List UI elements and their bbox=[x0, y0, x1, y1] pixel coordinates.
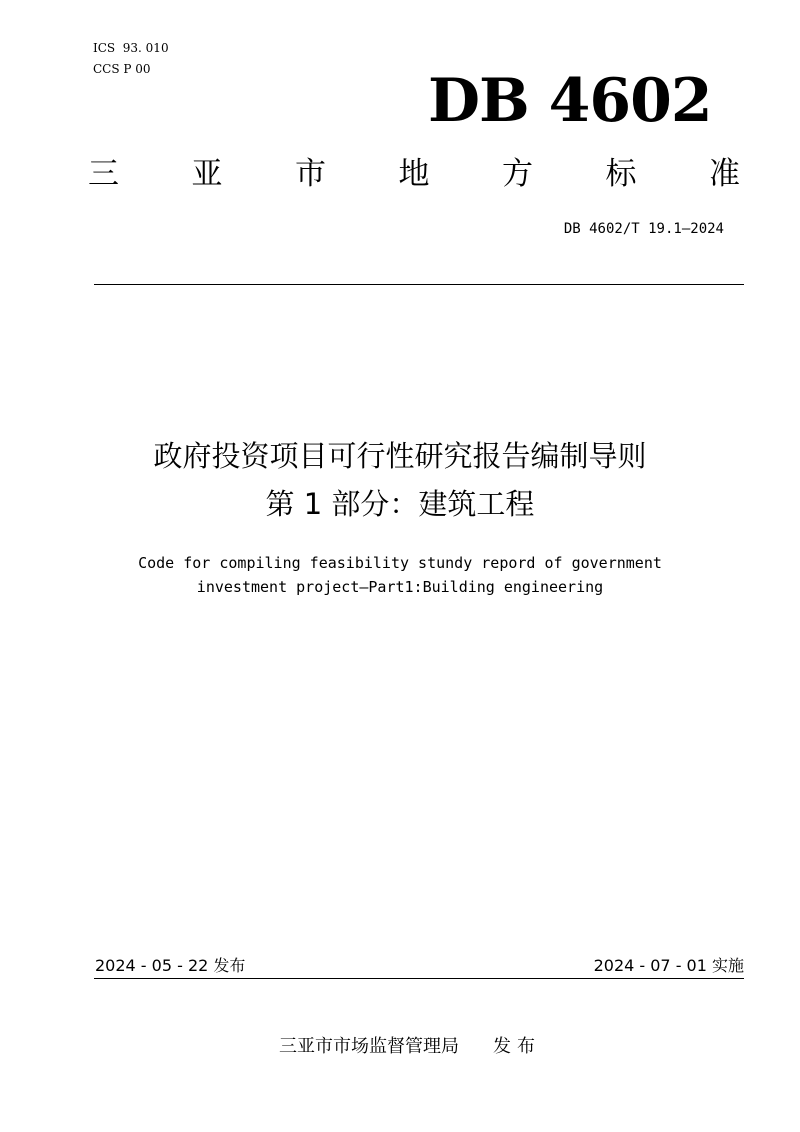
title-en-line1: Code for compiling feasibility stundy repord of government bbox=[138, 554, 662, 572]
title-cn-line2: 第 1 部分：建筑工程 bbox=[265, 487, 535, 521]
bottom-divider bbox=[94, 978, 744, 979]
publish-date: 2024 - 05 - 22 发布 bbox=[95, 956, 246, 975]
standard-type-char: 方 bbox=[502, 156, 533, 192]
standard-type-char: 准 bbox=[709, 156, 740, 192]
standard-type-char: 地 bbox=[398, 156, 430, 192]
classification-codes bbox=[93, 38, 169, 80]
ccs-code: CCS P 00 bbox=[93, 62, 151, 76]
issuer-name: 三亚市市场监督管理局 bbox=[279, 1036, 459, 1057]
standard-type-char: 市 bbox=[295, 156, 326, 192]
issuer-action: 发布 bbox=[493, 1036, 541, 1057]
issuer-line bbox=[250, 1034, 570, 1060]
title-en-line2: investment project—Part1:Building engineering bbox=[196, 578, 604, 596]
implement-date: 2024 - 07 - 01 实施 bbox=[593, 956, 744, 975]
ics-code: ICS 93. 010 bbox=[93, 41, 169, 55]
db-logo: DB 4602 bbox=[428, 66, 712, 136]
standard-type-char: 标 bbox=[605, 156, 637, 192]
standard-type-char: 亚 bbox=[191, 156, 223, 192]
standard-type-char: 三 bbox=[88, 156, 119, 192]
title-cn-line1: 政府投资项目可行性研究报告编制导则 bbox=[153, 439, 647, 473]
standard-type-heading bbox=[88, 152, 740, 196]
top-divider bbox=[94, 284, 744, 285]
standard-number: DB 4602/T 19.1—2024 bbox=[563, 221, 724, 237]
